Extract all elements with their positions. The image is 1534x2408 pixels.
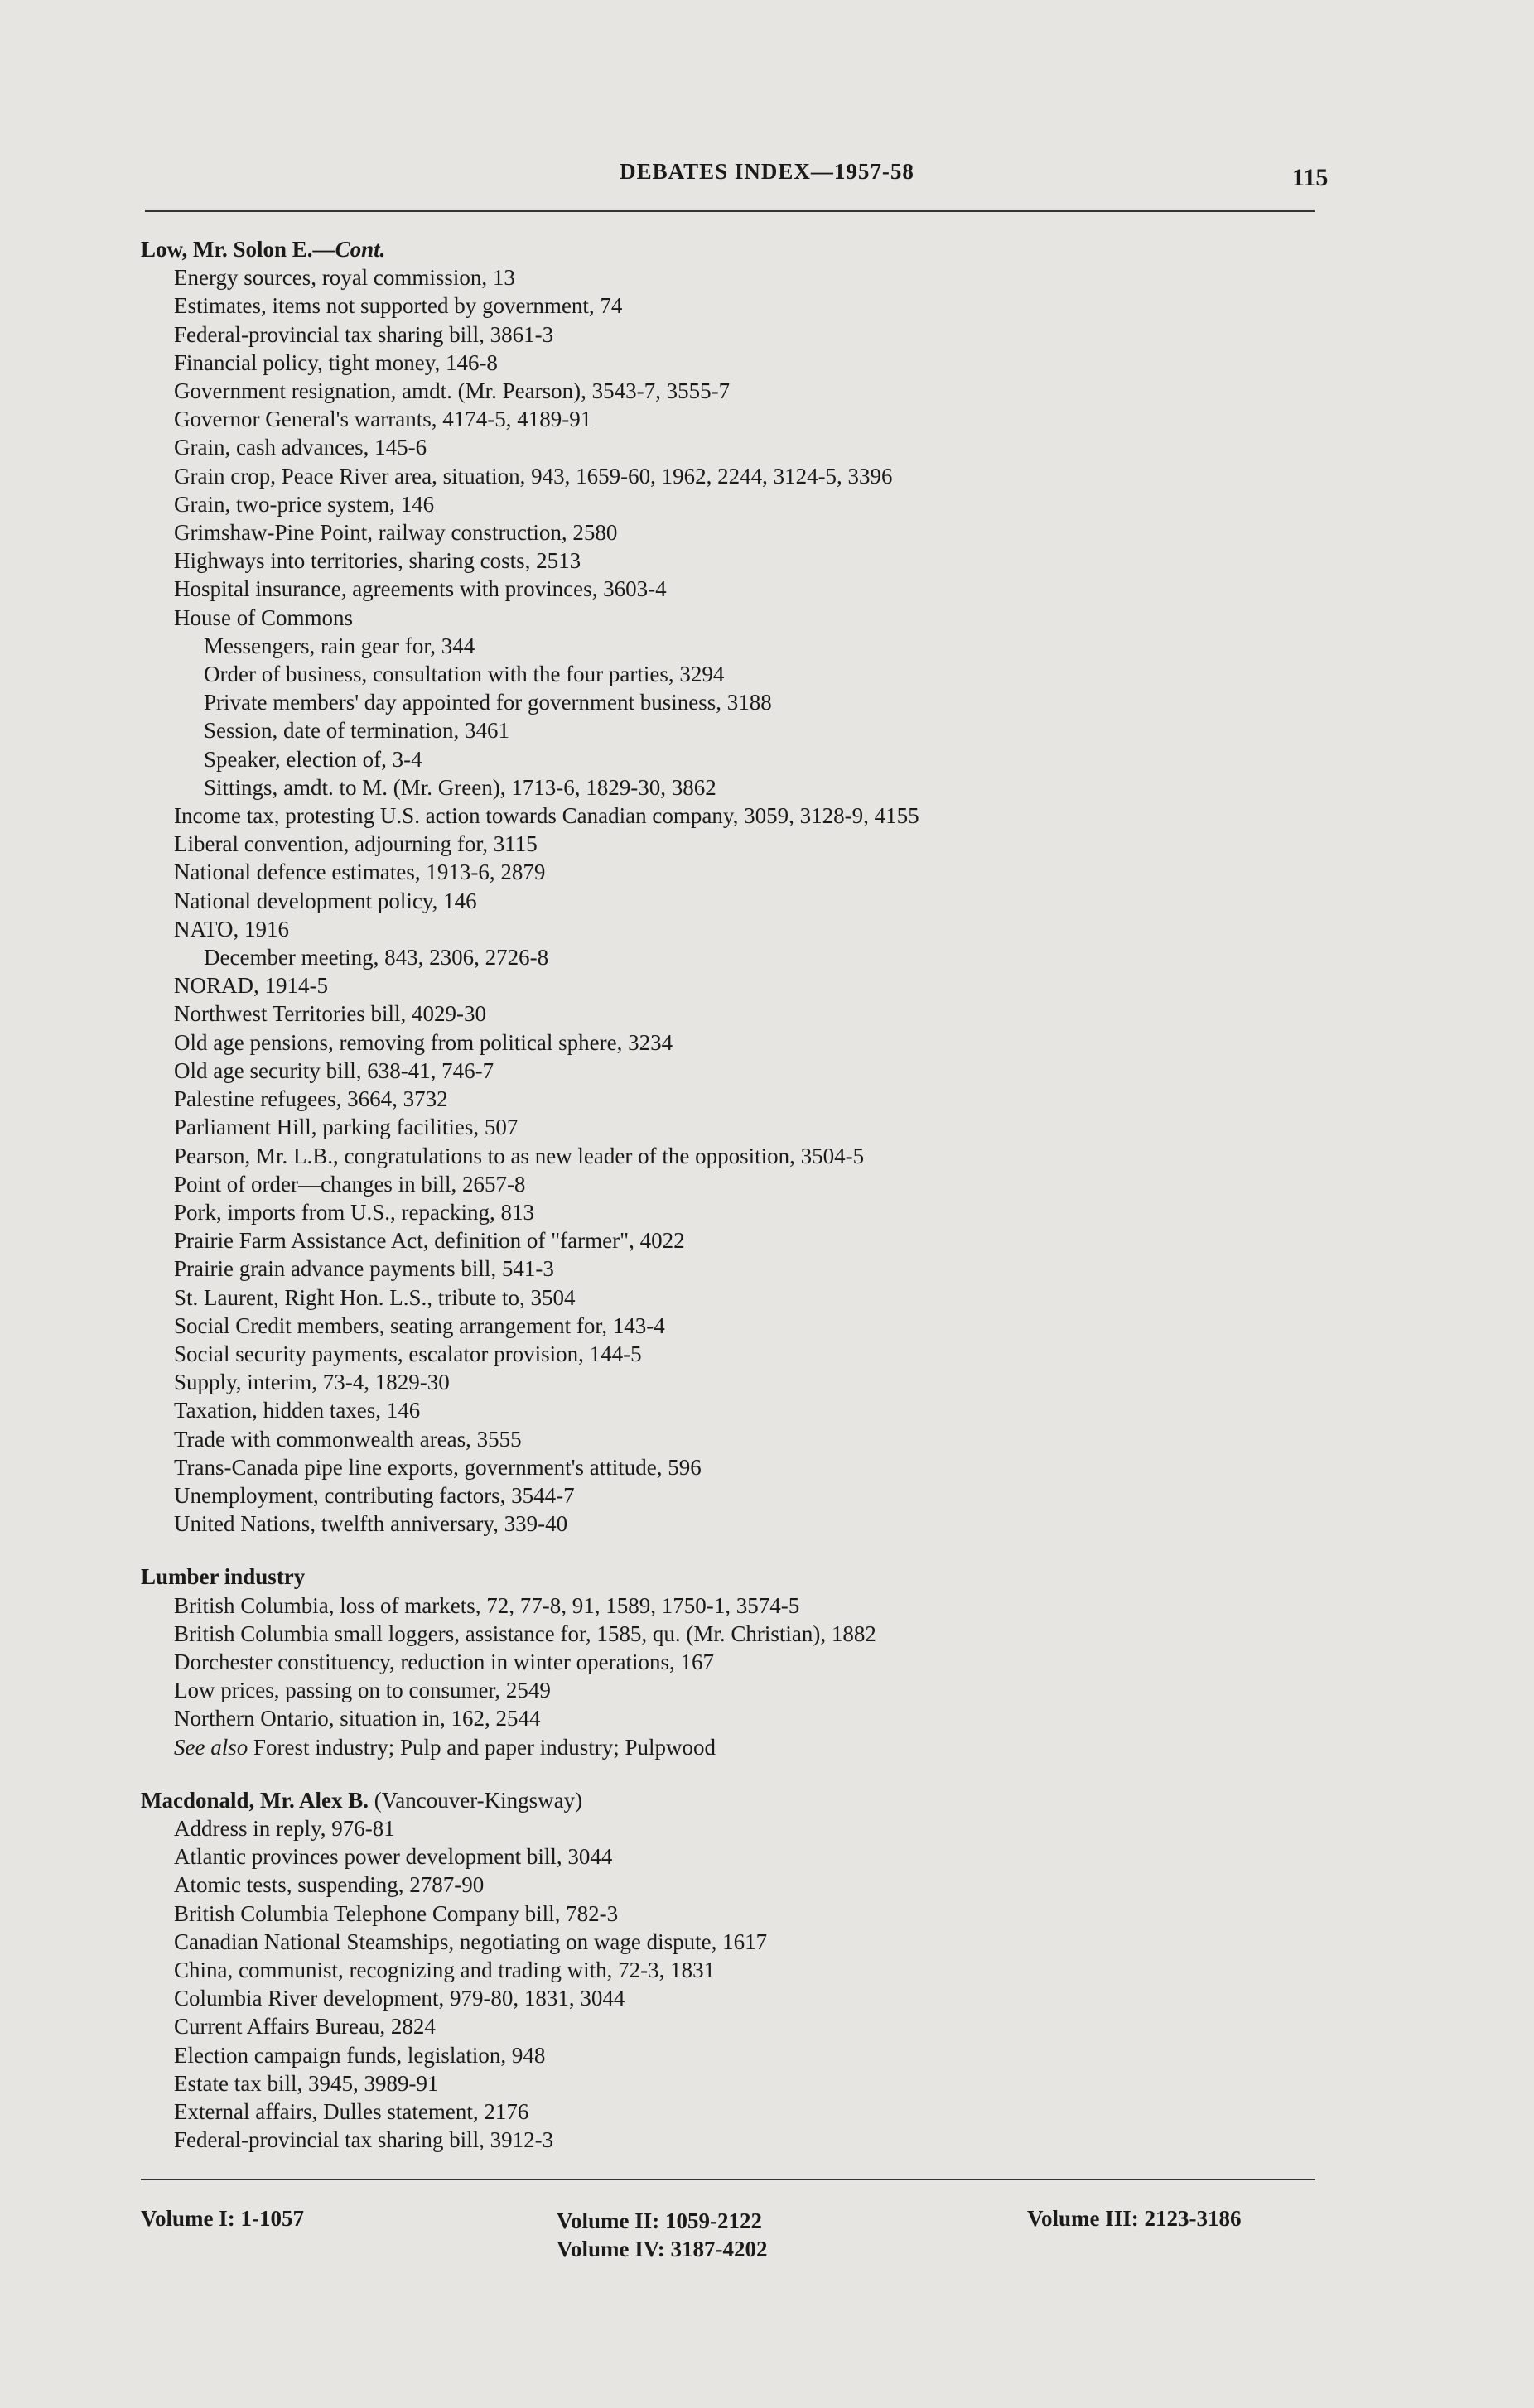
subentry: Parliament Hill, parking facilities, 507 xyxy=(174,1115,519,1140)
subentry: Grain crop, Peace River area, situation, 943, 1659-60, 1962, 2244, 3124-5, 3396 xyxy=(174,463,893,489)
subentry: National development policy, 146 xyxy=(174,888,477,913)
index-entry xyxy=(141,235,1334,1538)
subentry: Estimates, items not supported by government, 74 xyxy=(174,293,623,319)
subentry: Election campaign funds, legislation, 948 xyxy=(174,2042,546,2068)
entry-heading xyxy=(141,235,1334,263)
subentry: Old age security bill, 638-41, 746-7 xyxy=(174,1057,494,1083)
subentry: British Columbia Telephone Company bill, 782-3 xyxy=(174,1900,619,1926)
subentry: Grimshaw-Pine Point, railway construction, 2580 xyxy=(174,520,618,546)
entry-qualifier: (Vancouver-Kingsway) xyxy=(374,1787,583,1813)
subentry: House of Commons xyxy=(174,604,353,630)
nested-subentry: Sittings, amdt. to M. (Mr. Green), 1713-6, 1829-30, 3862 xyxy=(204,774,716,800)
subentry: Prairie grain advance payments bill, 541-3 xyxy=(174,1256,554,1282)
subentry: Northwest Territories bill, 4029-30 xyxy=(174,1001,487,1027)
subentry: Prairie Farm Assistance Act, definition of "farmer", 4022 xyxy=(174,1228,685,1254)
subentry: Address in reply, 976-81 xyxy=(174,1815,395,1841)
subentry: Federal-provincial tax sharing bill, 3861-3 xyxy=(174,321,554,347)
index-entry xyxy=(141,1563,1334,1760)
volume-2-range: Volume II: 1059-2122 xyxy=(557,2208,763,2233)
subentry: British Columbia, loss of markets, 72, 77-8, 91, 1589, 1750-1, 3574-5 xyxy=(174,1592,800,1618)
subentry: Financial policy, tight money, 146-8 xyxy=(174,349,498,375)
bottom-rule xyxy=(141,2179,1315,2180)
subentry: Governor General's warrants, 4174-5, 4189-91 xyxy=(174,407,592,432)
subentry: Old age pensions, removing from political sphere, 3234 xyxy=(174,1029,673,1055)
subentry: External affairs, Dulles statement, 2176 xyxy=(174,2099,529,2124)
subentry: Grain, two-price system, 146 xyxy=(174,491,435,517)
entry-name: Low, Mr. Solon E. xyxy=(141,237,313,262)
volume-1-range: Volume I: 1-1057 xyxy=(141,2206,305,2231)
subentry: Grain, cash advances, 145-6 xyxy=(174,435,427,460)
subentry: Columbia River development, 979-80, 1831, 3044 xyxy=(174,1986,625,2011)
subentry: Income tax, protesting U.S. action towards Canadian company, 3059, 3128-9, 4155 xyxy=(174,803,919,829)
subentry: China, communist, recognizing and trading with, 72-3, 1831 xyxy=(174,1957,716,1982)
see-also-text: Forest industry; Pulp and paper industry; Pulpwood xyxy=(253,1734,716,1760)
index-entry xyxy=(141,1786,1334,2155)
entry-name: Lumber industry xyxy=(141,1564,306,1590)
subentry: Estate tax bill, 3945, 3989-91 xyxy=(174,2070,439,2096)
nested-subentry: Private members' day appointed for government business, 3188 xyxy=(204,690,772,715)
subentry: Social security payments, escalator provision, 144-5 xyxy=(174,1341,642,1366)
subentry: Current Affairs Bureau, 2824 xyxy=(174,2014,436,2040)
subentry: St. Laurent, Right Hon. L.S., tribute to, 3504 xyxy=(174,1284,576,1310)
subentry: United Nations, twelfth anniversary, 339-40 xyxy=(174,1511,568,1537)
running-head: DEBATES INDEX—1957-58 xyxy=(620,159,914,184)
subentry: Trans-Canada pipe line exports, government's attitude, 596 xyxy=(174,1454,702,1480)
page-number: 115 xyxy=(1292,164,1329,191)
nested-subentry: Session, date of termination, 3461 xyxy=(204,718,509,744)
subentry: Trade with commonwealth areas, 3555 xyxy=(174,1426,522,1452)
subentry: British Columbia small loggers, assistance for, 1585, qu. (Mr. Christian), 1882 xyxy=(174,1621,876,1646)
subentry: Supply, interim, 73-4, 1829-30 xyxy=(174,1370,450,1395)
top-rule xyxy=(145,210,1315,212)
subentry: Palestine refugees, 3664, 3732 xyxy=(174,1086,448,1112)
see-also-reference xyxy=(141,1733,1334,1761)
subentry: Northern Ontario, situation in, 162, 2544 xyxy=(174,1706,541,1731)
subentry: Pork, imports from U.S., repacking, 813 xyxy=(174,1199,534,1225)
subentry: Highways into territories, sharing costs, 2513 xyxy=(174,548,581,574)
subentry: NATO, 1916 xyxy=(174,916,290,942)
subentry: NORAD, 1914-5 xyxy=(174,973,328,999)
nested-subentry: December meeting, 843, 2306, 2726-8 xyxy=(204,945,549,970)
volume-3-range: Volume III: 2123-3186 xyxy=(1027,2206,1242,2231)
subentry: Liberal convention, adjourning for, 3115 xyxy=(174,831,538,857)
subentry: Dorchester constituency, reduction in winter operations, 167 xyxy=(174,1649,715,1674)
see-also-label: See also xyxy=(174,1734,248,1760)
subentry: Canadian National Steamships, negotiating on wage dispute, 1617 xyxy=(174,1929,768,1954)
nested-subentry: Order of business, consultation with the four parties, 3294 xyxy=(204,662,725,687)
subentry: Low prices, passing on to consumer, 2549 xyxy=(174,1678,551,1703)
subentry: Social Credit members, seating arrangement for, 143-4 xyxy=(174,1312,665,1338)
subentry: Government resignation, amdt. (Mr. Pearson), 3543-7, 3555-7 xyxy=(174,378,731,404)
index-body xyxy=(141,235,1334,2154)
nested-subentry: Messengers, rain gear for, 344 xyxy=(204,633,475,658)
entry-heading xyxy=(141,1563,1334,1591)
subentry: National defence estimates, 1913-6, 2879 xyxy=(174,860,546,885)
subentry: Pearson, Mr. L.B., congratulations to as new leader of the opposition, 3504-5 xyxy=(174,1143,865,1168)
entry-name: Macdonald, Mr. Alex B. xyxy=(141,1787,369,1813)
subentry: Energy sources, royal commission, 13 xyxy=(174,265,515,291)
subentry: Hospital insurance, agreements with provinces, 3603-4 xyxy=(174,576,667,602)
nested-subentry: Speaker, election of, 3-4 xyxy=(204,746,422,772)
entry-continued: —Cont. xyxy=(312,237,386,262)
subentry: Atomic tests, suspending, 2787-90 xyxy=(174,1872,485,1898)
subentry: Atlantic provinces power development bill, 3044 xyxy=(174,1844,613,1870)
subentry: Federal-provincial tax sharing bill, 3912-3 xyxy=(174,2127,554,2153)
subentry: Taxation, hidden taxes, 146 xyxy=(174,1398,421,1423)
entry-heading xyxy=(141,1786,1334,1814)
subentry: Unemployment, contributing factors, 3544-7 xyxy=(174,1482,575,1508)
subentry: Point of order—changes in bill, 2657-8 xyxy=(174,1171,526,1197)
volume-4-range: Volume IV: 3187-4202 xyxy=(557,2237,768,2261)
